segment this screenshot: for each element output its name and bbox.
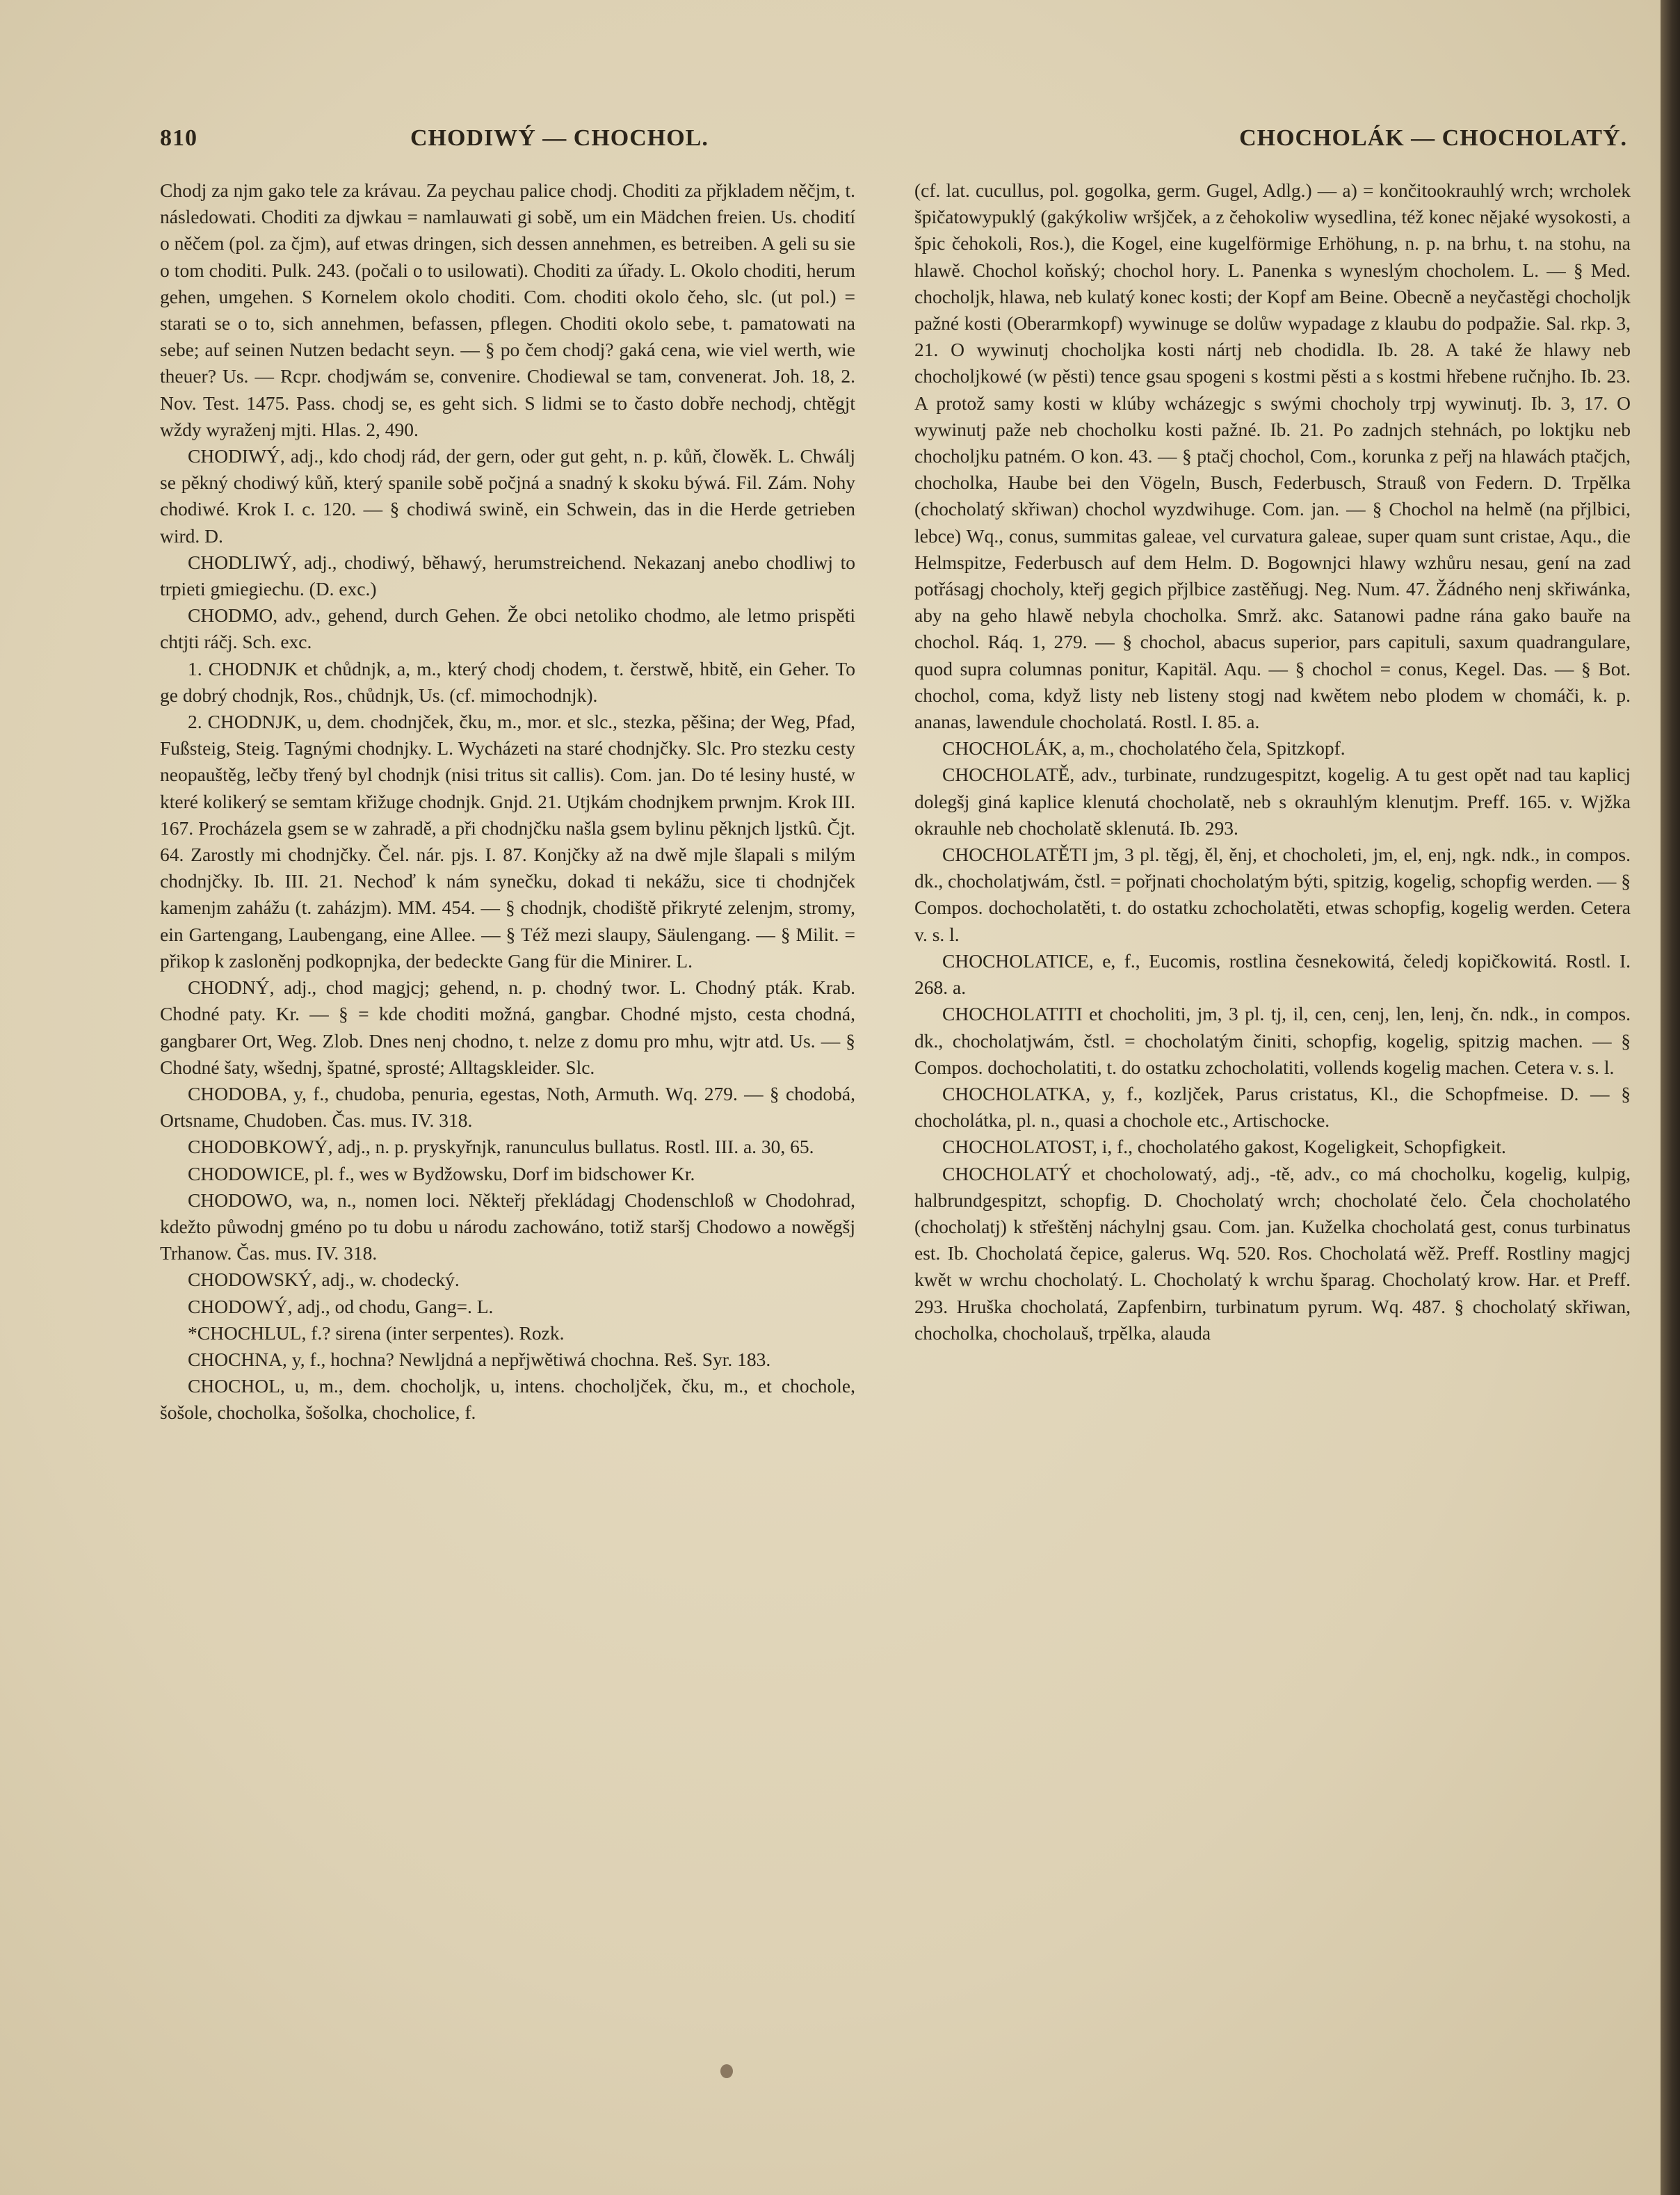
page-binding-edge: [1661, 0, 1680, 2195]
entry-paragraph: 2. CHODNJK, u, dem. chodnjček, čku, m., mor. et slc., stezka, pěšina; der Weg, Pfad, Fußsteig, Steig. Tagnými chodnjky. L. Wycházeti na staré chodnjčky. Slc. Pro stezku cesty neopauštěg, lečby třený byl chodnjk (nisi tritus sit callis). Com. jan. Do té lesiny husté, w které kolikerý se semtam křižuge chodnjk. Gnjd. 21. Utjkám chodnjkem prwnjm. Krok III. 167. Procházela gsem se w zahradě, a při chodnjčku našla gsem bylinu pěknjch ljstkû. Čjt. 64. Zarostly mi chodnjčky. Čel. nár. pjs. I. 87. Konjčky až na dwě mjle šlapali s milým chodnjčky. Ib. III. 21. Nechoď k nám synečku, dokad ti nekážu, sice ti chodnjček kamenjm zahážu (t. zaházjm). MM. 454. — § chodnjk, chodiště přikryté zelenjm, stromy, ein Gartengang, Laubengang, eine Allee. — § Též mezi slaupy, Säulengang. — § Milit. = přikop k zasloněnj podkopnjka, der bedeckte Gang für die Minirer. L.: [160, 711, 855, 972]
entry-paragraph: CHODOBKOWÝ, adj., n. p. pryskyřnjk, ranunculus bullatus. Rostl. III. a. 30, 65.: [188, 1136, 814, 1158]
left-running-head: CHODIWÝ — CHOCHOL.: [410, 125, 709, 151]
entry-paragraph: CHODMO, adv., gehend, durch Gehen. Že obci netoliko chodmo, ale letmo prispěti chtjti ráčj. Sch. exc.: [160, 604, 855, 653]
entry-paragraph: (cf. lat. cucullus, pol. gogolka, germ. Gugel, Adlg.) — a) = končitookrauhlý wrch; wrcholek špičatowypuklý (gakýkoliw wršjček, a z čehokoliw wysedlina, též konec nějaké wysokosti, a špic čehokoli, Ros.), die Kogel, eine kugelförmige Erhöhung, n. p. na brhu, t. na stohu, na hlawě. Chochol koňský; chochol hory. L. Panenka s wyneslým chocholem. L. — § Med. chocholjk, hlawa, neb kulatý konec kosti; der Kopf am Beine. Obecně a neyčastěgi chocholjk pažné kosti (Oberarmkopf) wywinuge se dolůw wypadage z klaubu do podpažie. Sal. rkp. 3, 21. O wywinutj chocholjka kosti nártj neb chodidla. Ib. 28. A také že hlawy neb chocholjkowé (w pěsti) tence gsau spogeni s kostmi pěsti a s kostmi hřebene ručnjho. Ib. 23. A protož samy kosti w klúby wcházegjc s swými chocholy trpj wywinutj. Ib. 3, 17. O wywinutj paže neb chocholku kosti pažné. Ib. 21. Po zadnjch stehnách, po loktjku neb chocholjku patném. O kon. 43. — § ptačj chochol, Com., korunka z peřj na hlawách ptačjch, chocholka, Haube bei den Vögeln, Busch, Federbusch, Strauß von Federn. D. Trpělka (chocholatý skřiwan) chochol wyzdwihuge. Com. jan. — § Chochol na helmě (na přjlbici, lebce) Wq., conus, summitas galeae, vel curvatura galeae, super quam sunt cristae, Aqu., die Helmspitze, Federbusch auf dem Helm. D. Bogownjci hlawy wzhůru nesau, gení na zad potřásagj chocholy, kteřj gegich přjlbice zastěňugj. Neg. Num. 47. Žádného nenj skřiwánka, aby na geho hlawě nebyla chocholka. Smrž. akc. Satanowi padne rána gako bauře na chochol. Ráq. 1, 279. — § chochol, abacus superior, pars capituli, saxum quadrangulare, quod supra columnas ponitur, Kapitäl. Aqu. — § chochol = conus, Kegel. Das. — § Bot. chochol, coma, když listy neb listeny stogj nad kwětem nebo plodem w chomáči, k. p. ananas, lawendule chocholatá. Rostl. I. 85. a.: [914, 179, 1631, 733]
entry-paragraph: CHOCHOLATICE, e, f., Eucomis, rostlina česnekowitá, čeledj kopičkowitá. Rostl. I. 268. a.: [914, 949, 1631, 999]
entry-paragraph: CHOCHOLATĚ, adv., turbinate, rundzugespitzt, kogelig. A tu gest opět nad tau kaplicj dolegšj giná kaplice klenutá chocholatě, neb s okrauhlým klenutjm. Preff. 165. v. Wjžka okrauhle neb chocholatě sklenutá. Ib. 293.: [914, 764, 1631, 839]
entry-paragraph: CHOCHOL, u, m., dem. chocholjk, u, intens. chocholjček, čku, m., et chochole, šošole, chocholka, šošolka, chocholice, f.: [160, 1375, 855, 1424]
left-column: [160, 177, 855, 1426]
running-header: [160, 125, 1627, 167]
entry-paragraph: CHOCHOLATKA, y, f., kozljček, Parus cristatus, Kl., die Schopfmeise. D. — § chocholátka, pl. n., quasi a chochole etc., Artischocke.: [914, 1082, 1631, 1132]
page-number: 810: [160, 125, 197, 151]
entry-paragraph: *CHOCHLUL, f.? sirena (inter serpentes). Rozk.: [188, 1321, 565, 1344]
entry-paragraph: CHODOWO, wa, n., nomen loci. Někteřj překládagj Chodenschloß w Chodohrad, kdežto půwodnj gméno po tu dobu u národu zachowáno, totiž staršj Chodowo a nowěgšj Trhanow. Čas. mus. IV. 318.: [160, 1189, 855, 1264]
entry-paragraph: CHOCHOLÁK, a, m., chocholatého čela, Spitzkopf.: [942, 737, 1346, 759]
entry-paragraph: Chodj za njm gako tele za krávau. Za peychau palice chodj. Choditi za přjkladem něčjm, t. následowati. Choditi za djwkau = namlauwati gi sobě, um ein Mädchen freien. Us. chodití o něčem (pol. za čjm), auf etwas dringen, sich dessen annehmen, es betreiben. A geli su sie o tom choditi. Pulk. 243. (počali o to usilowati). Choditi za úřady. L. Okolo choditi, herum gehen, umgehen. S Kornelem okolo choditi. Com. choditi okolo čeho, slc. (ut pol.) = starati se o to, sich annehmen, befassen, pflegen. Choditi okolo sebe, t. pamatowati na sebe; auf seinen Nutzen bedacht seyn. — § po čem chodj? gaká cena, wie viel werth, wie theuer? Us. — Rcpr. chodjwám se, convenire. Chodiewal se tam, convenerat. Joh. 18, 2. Nov. Test. 1475. Pass. chodj se, es geht sich. S lidmi se to často dobře nechodj, chtěgjt wždy wyraženj mjti. Hlas. 2, 490.: [160, 179, 855, 440]
right-column: [914, 177, 1631, 1346]
entry-paragraph: CHOCHOLATĚTI jm, 3 pl. těgj, ěl, ěnj, et chocholeti, jm, el, enj, ngk. ndk., in compos. dk., chocholatjwám, čstl. = pořjnati chocholatým býti, spitzig, kogelig, schopfig werden. — § Compos. dochocholatěti, t. do ostatku zchocholatěti, etwas schopfig, kogelig werden. Cetera v. s. l.: [914, 844, 1631, 945]
entry-paragraph: CHODNÝ, adj., chod magjcj; gehend, n. p. chodný twor. L. Chodný pták. Krab. Chodné paty. Kr. — § = kde choditi možná, gangbar. Chodné mjsto, cesta chodná, gangbarer Ort, Weg. Zlob. Dnes nenj chodno, t. nelze z domu pro mhu, wjtr atd. Us. — § Chodné šaty, wšednj, špatné, sprosté; Alltagskleider. Slc.: [160, 976, 855, 1078]
entry-paragraph: CHODOBA, y, f., chudoba, penuria, egestas, Noth, Armuth. Wq. 279. — § chodobá, Ortsname, Chudoben. Čas. mus. IV. 318.: [160, 1082, 855, 1132]
entry-paragraph: CHODOWICE, pl. f., wes w Bydžowsku, Dorf im bidschower Kr.: [188, 1162, 695, 1184]
entry-paragraph: CHOCHOLATITI et chocholiti, jm, 3 pl. tj, il, cen, cenj, len, lenj, čn. ndk., in compos. dk., chocholatjwám, čstl. = chocholatým činiti, schopfig, kogelig, spitzig machen. — § Compos. dochocholatiti, t. do ostatku zchocholatiti, vollends kogelig machen. Cetera v. s. l.: [914, 1003, 1631, 1078]
entry-paragraph: CHODOWSKÝ, adj., w. chodecký.: [188, 1269, 460, 1291]
entry-paragraph: CHODIWÝ, adj., kdo chodj rád, der gern, oder gut geht, n. p. kůň, člowěk. L. Chwálj se pěkný chodiwý kůň, který spanile sobě počjná a snadný k skoku býwá. Fil. Zám. Nohy chodiwé. Krok I. c. 120. — § chodiwá swině, ein Schwein, das in die Herde getrieben wird. D.: [160, 445, 855, 547]
entry-paragraph: CHODOWÝ, adj., od chodu, Gang=. L.: [188, 1295, 494, 1317]
right-running-head: CHOCHOLÁK — CHOCHOLATÝ.: [1239, 125, 1627, 151]
entry-paragraph: CHODLIWÝ, adj., chodiwý, běhawý, herumstreichend. Nekazanj anebo chodliwj to trpieti gmiegiechu. (D. exc.): [160, 551, 855, 600]
entry-paragraph: 1. CHODNJK et chůdnjk, a, m., který chodj chodem, t. čerstwě, hbitě, ein Geher. To ge dobrý chodnjk, Ros., chůdnjk, Us. (cf. mimochodnjk).: [160, 657, 855, 706]
entry-paragraph: CHOCHOLATÝ et chocholowatý, adj., -tě, adv., co má chocholku, kogelig, kulpig, halbrundgespitzt, schopfig. D. Chocholatý wrch; chocholaté čelo. Čela chocholatého (chocholatj) k střeštěnj náchylnj gsau. Com. jan. Kuželka chocholatá gest, conus turbinatus est. Ib. Chocholatá čepice, galerus. Wq. 520. Ros. Chocholatá wěž. Preff. Rostliny magjcj kwět w wrchu chocholatý. L. Chocholatý k wrchu šparag. Chocholatý krow. Har. et Preff. 293. Hruška chocholatá, Zapfenbirn, turbinatum pyrum. Wq. 487. § chocholatý skřiwan, chocholka, chocholauš, trpělka, alauda: [914, 1162, 1631, 1344]
entry-paragraph: CHOCHOLATOST, i, f., chocholatého gakost, Kogeligkeit, Schopfigkeit.: [942, 1136, 1506, 1158]
entry-paragraph: CHOCHNA, y, f., hochna? Newljdná a nepřjwětiwá chochna. Reš. Syr. 183.: [188, 1348, 771, 1370]
ink-spot: [720, 2064, 733, 2078]
